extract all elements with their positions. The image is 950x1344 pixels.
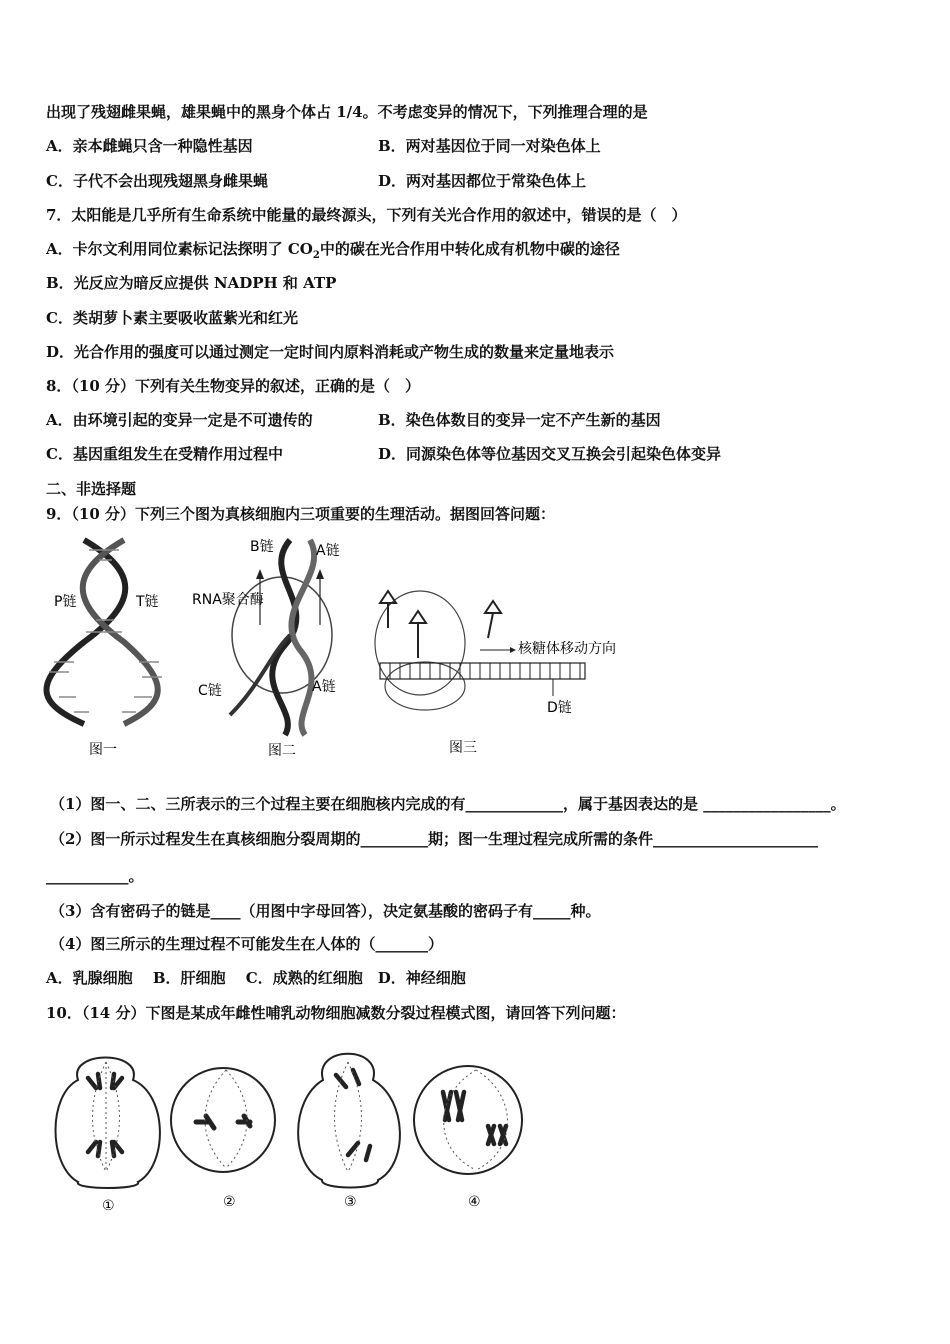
cell-label-3: ③ (344, 1194, 357, 1210)
cell-label-1: ① (102, 1198, 115, 1214)
q10-stem: 10．（14 分）下图是某成年雌性哺乳动物细胞减数分裂过程模式图，请回答下列问题： (46, 1004, 626, 1022)
fig1-t-label: T链 (136, 594, 159, 610)
fig2-c-label: C链 (198, 683, 222, 699)
q7-option-a (46, 239, 620, 266)
q6-option-b: B．两对基因位于同一对染色体上 (378, 137, 601, 155)
q9-sub3: （3）含有密码子的链是____（用图中字母回答），决定氨基酸的密码子有_____种。 (50, 902, 601, 920)
q7-option-c: C．类胡萝卜素主要吸收蓝紫光和红光 (46, 309, 298, 327)
q7-stem: 7．太阳能是几乎所有生命系统中能量的最终源头，下列有关光合作用的叙述中，错误的是（ ） (46, 206, 687, 224)
meiosis-cell-4 (414, 1066, 522, 1174)
q9-sub2-cont: ___________。 (46, 867, 144, 885)
q6-option-c: C．子代不会出现残翅黑身雌果蝇 (46, 172, 268, 190)
section-title: 二、非选择题 (46, 480, 137, 498)
q9-sub4-options: A．乳腺细胞 B．肝细胞 C．成熟的红细胞 D．神经细胞 (46, 969, 466, 987)
q7-option-a-sub: 2 (312, 250, 320, 261)
q7-option-d: D．光合作用的强度可以通过测定一定时间内原料消耗或产物生成的数量来定量地表示 (46, 343, 615, 361)
q7-option-b: B．光反应为暗反应提供 NADPH 和 ATP (46, 274, 337, 292)
q7-option-a-post: 中的碳在光合作用中转化成有机物中碳的途径 (319, 240, 620, 258)
q9-sub2: （2）图一所示过程发生在真核细胞分裂周期的_________期；图一生理过程完成所需的条件______________________ (50, 830, 818, 848)
fig2-a-label-2: A链 (312, 679, 336, 695)
q9-stem: 9．（10 分）下列三个图为真核细胞内三项重要的生理活动。据图回答问题： (46, 505, 556, 523)
fig2-a-label: A链 (316, 543, 340, 559)
q8-option-d: D．同源染色体等位基因交叉互换会引起染色体变异 (378, 445, 722, 463)
figure-transcription (190, 535, 340, 765)
q9-sub1: （1）图一、二、三所表示的三个过程主要在细胞核内完成的有_____________，属于基因表达的是 _________________。 (50, 795, 846, 813)
meiosis-cell-3 (298, 1054, 400, 1188)
q8-option-c: C．基因重组发生在受精作用过程中 (46, 445, 283, 463)
fig1-caption: 图一 (89, 742, 117, 758)
q8-stem: 8．（10 分）下列有关生物变异的叙述，正确的是（ ） (46, 377, 421, 395)
meiosis-cell-1 (56, 1058, 160, 1189)
q6-option-a: A．亲本雌蝇只含一种隐性基因 (46, 137, 253, 155)
fig2-caption: 图二 (268, 743, 296, 759)
figure-translation (355, 578, 616, 760)
q8-option-a: A．由环境引起的变异一定是不可遗传的 (46, 411, 313, 429)
fig3-caption: 图三 (449, 740, 477, 756)
fig2-enzyme-label: RNA聚合酶 (192, 592, 264, 608)
q6-option-d: D．两对基因都位于常染色体上 (378, 172, 587, 190)
fig1-p-label: P链 (54, 594, 77, 610)
q9-sub4: （4）图三所示的生理过程不可能发生在人体的（_______） (50, 935, 443, 953)
meiosis-cell-2 (171, 1068, 275, 1172)
fig3-direction-label: 核糖体移动方向 (518, 641, 616, 657)
figure-meiosis-cells (48, 1040, 538, 1220)
fig2-b-label: B链 (250, 539, 274, 555)
fig3-d-label: D链 (547, 700, 572, 716)
figure-dna-replication (44, 532, 174, 764)
cell-label-2: ② (223, 1194, 236, 1210)
q7-option-a-pre: A．卡尔文利用同位素标记法探明了 CO (46, 240, 313, 258)
q8-option-b: B．染色体数目的变异一定不产生新的基因 (378, 411, 661, 429)
cell-label-4: ④ (468, 1194, 481, 1210)
q6-stem-cont: 出现了残翅雌果蝇，雄果蝇中的黑身个体占 1/4。不考虑变异的情况下，下列推理合理的是 (46, 103, 648, 121)
